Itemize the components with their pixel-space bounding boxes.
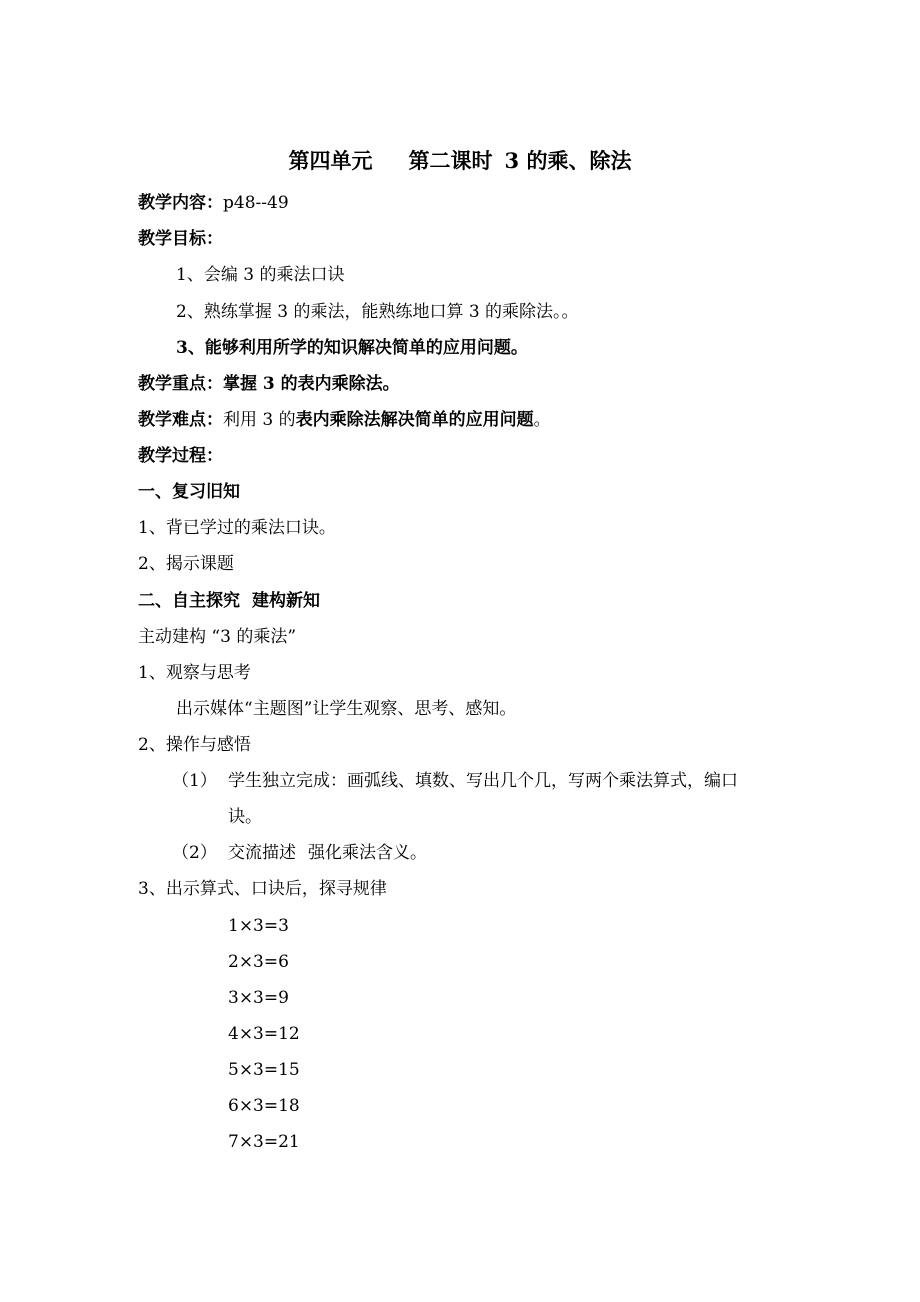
title-topic: 3 的乘、除法 — [504, 148, 632, 173]
sub1-text: 学生独立完成：画弧线、填数、写出几个几，写两个乘法算式，编口 — [228, 771, 738, 791]
equation: 5×3=15 — [228, 1060, 300, 1080]
step3: 3、出示算式、口诀后，探寻规律 — [138, 879, 387, 899]
difficulty-value-bold: 表内乘除法解决简单的应用问题 — [295, 410, 534, 430]
sub1-continued: 诀。 — [228, 807, 262, 827]
sub1-number: （1） — [172, 771, 217, 791]
section1-heading: 一、复习旧知 — [138, 482, 240, 502]
teaching-content-label: 教学内容： — [138, 193, 223, 213]
section2-heading-a: 二、自主探究 — [138, 591, 240, 611]
step1: 1、观察与思考 — [138, 663, 251, 683]
title-unit: 第四单元 — [288, 148, 373, 173]
key-point-value: 掌握 3 的表内乘除法。 — [223, 374, 400, 394]
step1-detail: 出示媒体“主题图”让学生观察、思考、感知。 — [176, 699, 517, 719]
teaching-content — [138, 192, 289, 214]
goals-label: 教学目标： — [138, 229, 223, 249]
key-point — [138, 373, 400, 395]
section2-heading-b: 建构新知 — [252, 591, 320, 611]
page-title — [0, 147, 920, 175]
difficulty-label: 教学难点： — [138, 410, 223, 430]
title-lesson: 第二课时 — [408, 148, 493, 173]
process-label: 教学过程： — [138, 446, 223, 466]
goal-item: 1、会编 3 的乘法口诀 — [176, 265, 345, 285]
difficulty-value-end: 。 — [533, 410, 551, 430]
difficulty — [138, 409, 551, 431]
section2-intro: 主动建构 “3 的乘法” — [138, 627, 297, 647]
equation: 4×3=12 — [228, 1024, 300, 1044]
goal-item: 3、能够利用所学的知识解决简单的应用问题。 — [176, 338, 528, 358]
sub2-text-a: 交流描述 — [228, 843, 296, 863]
goal-item: 2、熟练掌握 3 的乘法，能熟练地口算 3 的乘除法。。 — [176, 302, 579, 322]
sub2-text-b: 强化乘法含义。 — [308, 843, 427, 863]
list-item: 2、揭示课题 — [138, 554, 234, 574]
equation: 3×3=9 — [228, 988, 289, 1008]
list-item: 1、背已学过的乘法口诀。 — [138, 518, 336, 538]
equation: 1×3=3 — [228, 916, 289, 936]
equation: 7×3=21 — [228, 1132, 300, 1152]
equation: 2×3=6 — [228, 952, 289, 972]
step2: 2、操作与感悟 — [138, 735, 251, 755]
difficulty-value-plain: 利用 3 的 — [223, 410, 296, 430]
teaching-content-value: p48--49 — [223, 193, 289, 213]
sub2-number: （2） — [172, 843, 217, 863]
sub2-text — [228, 842, 427, 864]
key-point-label: 教学重点： — [138, 374, 223, 394]
section2-heading — [138, 590, 320, 612]
equation: 6×3=18 — [228, 1096, 300, 1116]
